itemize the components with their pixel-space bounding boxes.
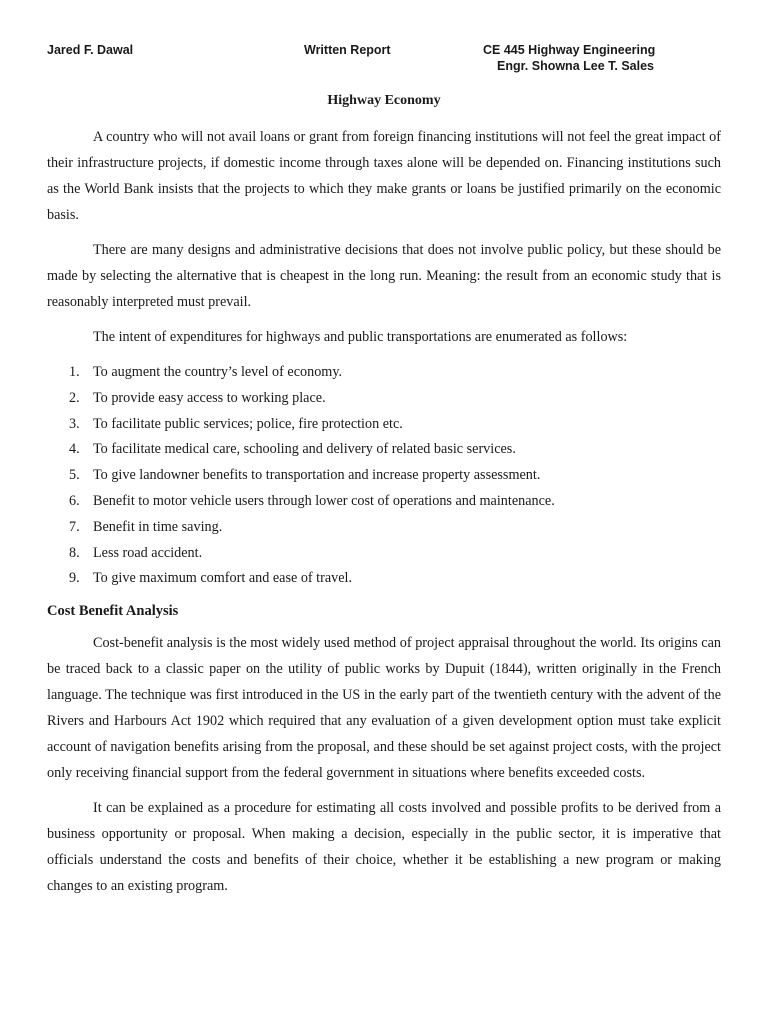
list-number: 1. <box>69 364 80 380</box>
list-number: 4. <box>69 441 80 458</box>
list-text: Benefit to motor vehicle users through lower cost of operations and maintenance. <box>93 492 555 509</box>
course-title: CE 445 Highway Engineering <box>483 43 656 57</box>
list-item <box>47 360 721 386</box>
list-item <box>47 489 721 515</box>
document-title: Highway Economy <box>327 93 441 108</box>
report-type: Written Report <box>304 43 391 57</box>
paragraph: There are many designs and administrative decisions that does not involve public policy, but these should be made by selecting the alternative that is cheapest in the long run. Meaning: the result from an economic study that is reasonably interpreted must prevail. <box>47 242 721 310</box>
list-text: Benefit in time saving. <box>93 518 223 535</box>
paragraph: Cost-benefit analysis is the most widely used method of project appraisal throughout the world. Its origins can be traced back to a classic paper on the utility of public works by Dupuit (1844), written originally in the French language. The technique was first introduced in the US in the early part of the twentieth century with the advent of the Rivers and Harbours Act 1902 which required that any evaluation of a given development option must take explicit account of navigation benefits arising from the proposal, and these should be set against project costs, with the project only receiving financial support from the federal government in situations where benefits exceeded costs. <box>47 635 721 782</box>
list-item <box>47 412 721 438</box>
paragraph: The intent of expenditures for highways and public transportations are enumerated as follows: <box>93 329 628 345</box>
list-text: To give maximum comfort and ease of travel. <box>93 570 353 587</box>
list-item <box>47 463 721 489</box>
list-text: To provide easy access to working place. <box>93 389 326 406</box>
list-item <box>47 541 721 567</box>
paragraph: It can be explained as a procedure for estimating all costs involved and possible profits to be derived from a business opportunity or proposal. When making a decision, especially in the public sector, it is imperative that officials understand the costs and benefits of their choice, whether it be establishing a new program or making changes to an existing program. <box>47 800 721 895</box>
paragraph: A country who will not avail loans or grant from foreign financing institutions will not feel the great impact of their infrastructure projects, if domestic income through taxes alone will be depended on. Financing institutions such as the World Bank insists that the projects to which they make grants or loans be justified primarily on the economic basis. <box>47 129 721 223</box>
course-info <box>483 42 655 74</box>
list-item <box>47 566 721 592</box>
document-body <box>47 124 721 908</box>
intent-list <box>47 360 721 592</box>
list-item <box>47 386 721 412</box>
list-number: 6. <box>69 492 80 509</box>
list-number: 2. <box>69 389 80 406</box>
list-number: 5. <box>69 467 80 484</box>
instructor-name: Engr. Showna Lee T. Sales <box>497 59 654 73</box>
list-number: 3. <box>69 415 80 432</box>
list-number: 7. <box>69 518 80 535</box>
list-number: 9. <box>69 570 80 587</box>
list-text: To give landowner benefits to transportation and increase property assessment. <box>93 467 541 484</box>
list-number: 8. <box>69 544 80 561</box>
author-name: Jared F. Dawal <box>47 43 134 57</box>
list-item <box>47 437 721 463</box>
list-text: To augment the country’s level of economy. <box>93 364 343 380</box>
list-item <box>47 515 721 541</box>
section-heading: Cost Benefit Analysis <box>47 603 179 620</box>
list-text: To facilitate medical care, schooling and delivery of related basic services. <box>93 441 516 458</box>
list-text: Less road accident. <box>93 544 203 561</box>
list-text: To facilitate public services; police, fire protection etc. <box>93 415 403 432</box>
